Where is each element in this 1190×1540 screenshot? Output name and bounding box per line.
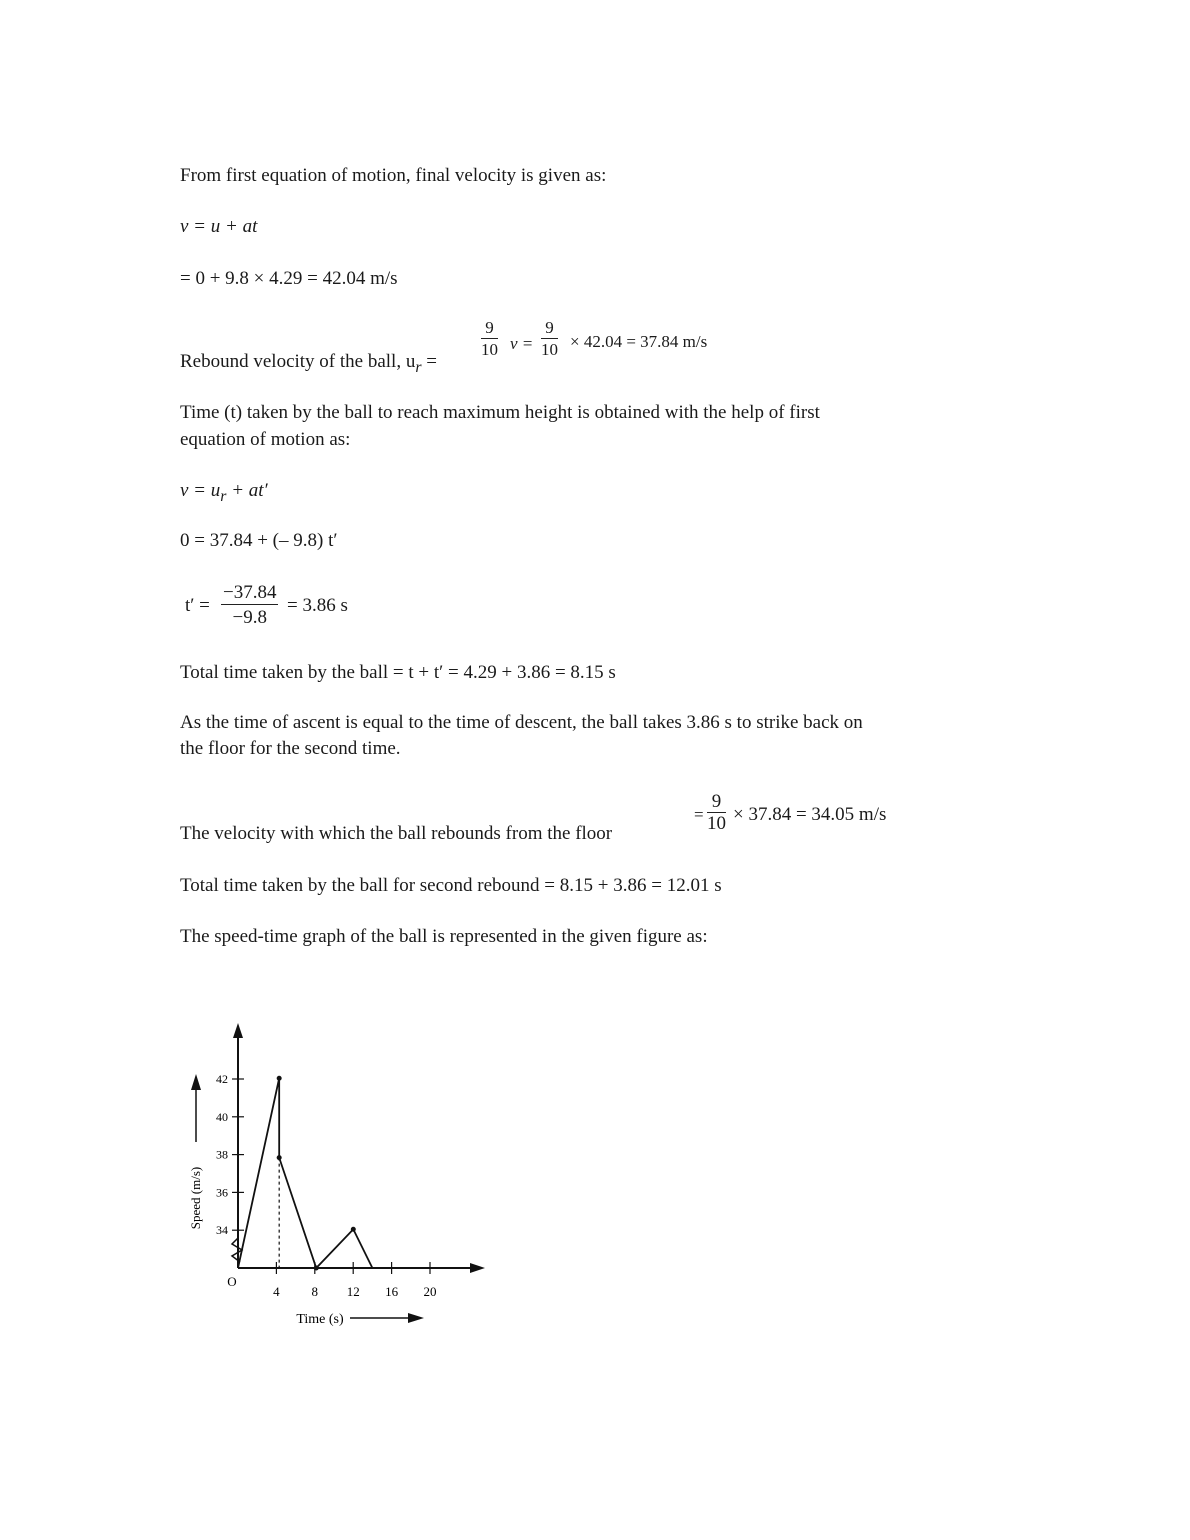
rebound-result: × 42.04 = 37.84 m/s (570, 332, 708, 351)
y-tick-label: 40 (216, 1109, 228, 1124)
data-point (314, 1266, 319, 1271)
x-tick-label: 4 (273, 1284, 280, 1299)
x-axis-label: Time (s) (296, 1312, 344, 1327)
intro-text: From first equation of motion, final velocity is given as: (180, 165, 607, 186)
data-point (351, 1227, 356, 1232)
time-intro-1: Time (t) taken by the ball to reach maximum height is obtained with the help of first (180, 402, 820, 423)
second-rebound-fraction: $\frac{9}{10}$ (707, 791, 726, 834)
data-point (277, 1155, 282, 1160)
data-point (277, 1076, 282, 1081)
x-tick-label: 12 (346, 1284, 360, 1299)
time-intro-2: equation of motion as: (180, 429, 351, 450)
ascent-text-1: As the time of ascent is equal to the time of descent, the ball takes 3.86 s to strike back on (180, 712, 863, 733)
equation-v-u-at: v = u + at (180, 216, 258, 237)
total-time: Total time taken by the ball = t + t′ = 4.29 + 3.86 = 8.15 s (180, 662, 616, 683)
x-tick-label: 20 (423, 1284, 437, 1299)
x-label-arrow-icon (408, 1313, 424, 1323)
x-tick-label: 8 (311, 1284, 319, 1299)
second-rebound-label: The velocity with which the ball rebounds from the floor (180, 823, 613, 844)
second-rebound-eq-sign: = (694, 805, 704, 824)
x-axis-arrow-icon (470, 1263, 485, 1273)
speed-time-chart (170, 1010, 510, 1340)
equation-calc: = 0 + 9.8 × 4.29 = 42.04 m/s (180, 268, 398, 289)
total-second-rebound: Total time taken by the ball for second rebound = 8.15 + 3.86 = 12.01 s (180, 875, 722, 896)
equation-v-ur-at: $v = u_r + at'$ (180, 480, 268, 505)
speed-line (238, 1078, 372, 1268)
rebound-v-eq: v = (510, 334, 534, 353)
second-rebound-result: × 37.84 = 34.05 m/s (733, 804, 887, 825)
origin-label: O (227, 1274, 237, 1289)
ascent-text-2: the floor for the second time. (180, 738, 401, 759)
y-tick-label: 42 (216, 1072, 228, 1086)
rebound-label: Rebound velocity of the ball, $u_r$ = (180, 351, 437, 376)
y-tick-label: 38 (216, 1147, 228, 1162)
equation-zero: 0 = 37.84 + (– 9.8) t′ (180, 530, 338, 551)
t-prime-result: = 3.86 s (287, 595, 348, 616)
graph-intro: The speed-time graph of the ball is represented in the given figure as: (180, 926, 708, 947)
rebound-fraction-2: $\frac{9}{10}$ (541, 318, 558, 359)
rebound-fraction-1: $\frac{9}{10}$ (481, 318, 498, 359)
y-label-arrow-icon (191, 1074, 201, 1090)
y-axis-arrow-icon (233, 1023, 243, 1038)
t-prime-lhs: t′ = (185, 595, 210, 616)
t-prime-fraction: $\frac{-37.84}{-9.8}$ (223, 582, 277, 628)
y-tick-label: 36 (216, 1185, 228, 1200)
y-tick-label: 34 (216, 1223, 228, 1238)
y-axis-label: Speed (m/s) (188, 1166, 203, 1230)
x-tick-label: 16 (385, 1284, 399, 1299)
